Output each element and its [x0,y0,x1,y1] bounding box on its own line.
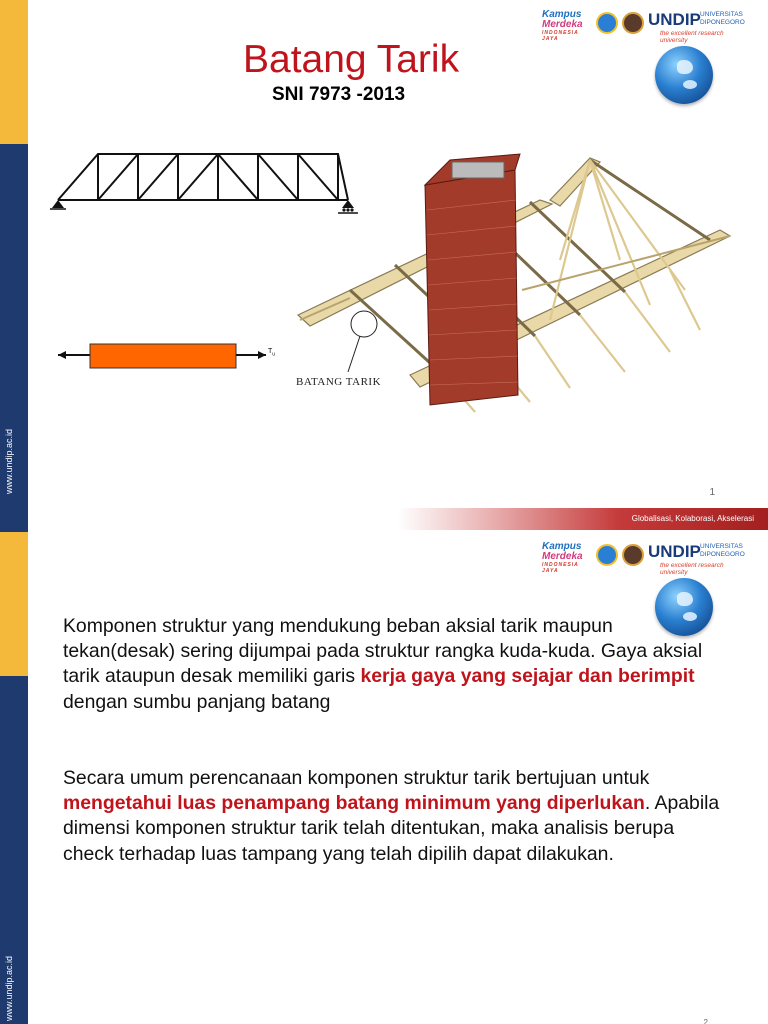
tension-bar-diagram [56,336,286,376]
university-name: UNIVERSITAS DIPONEGORO [700,11,745,26]
paragraph-1: Komponen struktur yang mendukung beban aksial tarik maupun tekan(desak) sering dijumpai pada struktur rangka kuda-kuda. Gaya aksial tarik ataupun desak memiliki garis kerja gaya yang sejajar dan berimpit dengan sumbu panjang batang [63,615,703,713]
force-label: $T_u$ [268,348,276,358]
page-number: 2 [703,1018,708,1024]
tut-wuri-handayani-icon [596,544,618,566]
undip-logo-text: UNDIP [648,542,701,561]
highlight-text: mengetahui luas penampang batang minimum yang diperlukan [63,792,645,815]
globe-icon [655,46,713,104]
header-logos [542,8,745,44]
sidebar [0,0,28,532]
roof-truss-illustration [290,140,752,445]
undip-logo-text: UNDIP [648,10,701,29]
kampus-merdeka-logo: Kampus Merdeka INDONESIA JAYA [542,541,583,574]
tut-wuri-handayani-icon [596,12,618,34]
undip-seal-icon [622,544,644,566]
kampus-merdeka-logo: Kampus Merdeka INDONESIA JAYA [542,9,583,42]
highlight-text: kerja gaya yang sejajar dan berimpit [360,665,695,688]
slide-2 [0,532,768,1024]
website-url[interactable]: www.undip.ac.id [4,428,14,494]
sidebar [0,532,28,1024]
sidebar-accent [0,532,28,676]
university-name: UNIVERSITAS DIPONEGORO [700,543,745,558]
undip-seal-icon [622,12,644,34]
page-number: 1 [709,487,715,498]
university-tagline: the excellent research university [660,30,724,44]
university-tagline: the excellent research university [660,562,724,576]
slide-title: Batang Tarik [243,38,460,81]
sidebar-accent [0,0,28,144]
footer-slogan: Globalisasi, Kolaborasi, Akselerasi [631,514,754,523]
batang-tarik-caption: BATANG TARIK [296,376,382,388]
header-logos [542,540,745,576]
slide-subtitle: SNI 7973 -2013 [272,84,406,105]
footer-bar [398,508,768,530]
website-url[interactable]: www.undip.ac.id [4,955,14,1021]
paragraph-2: Secara umum perencanaan komponen struktur tarik bertujuan untuk mengetahui luas penampang batang minimum yang diperlukan. Apabila dimensi komponen struktur tarik telah ditentukan, maka analisis berupa check terhadap luas tampang yang telah dipilih dapat dilakukan. [63,767,720,865]
